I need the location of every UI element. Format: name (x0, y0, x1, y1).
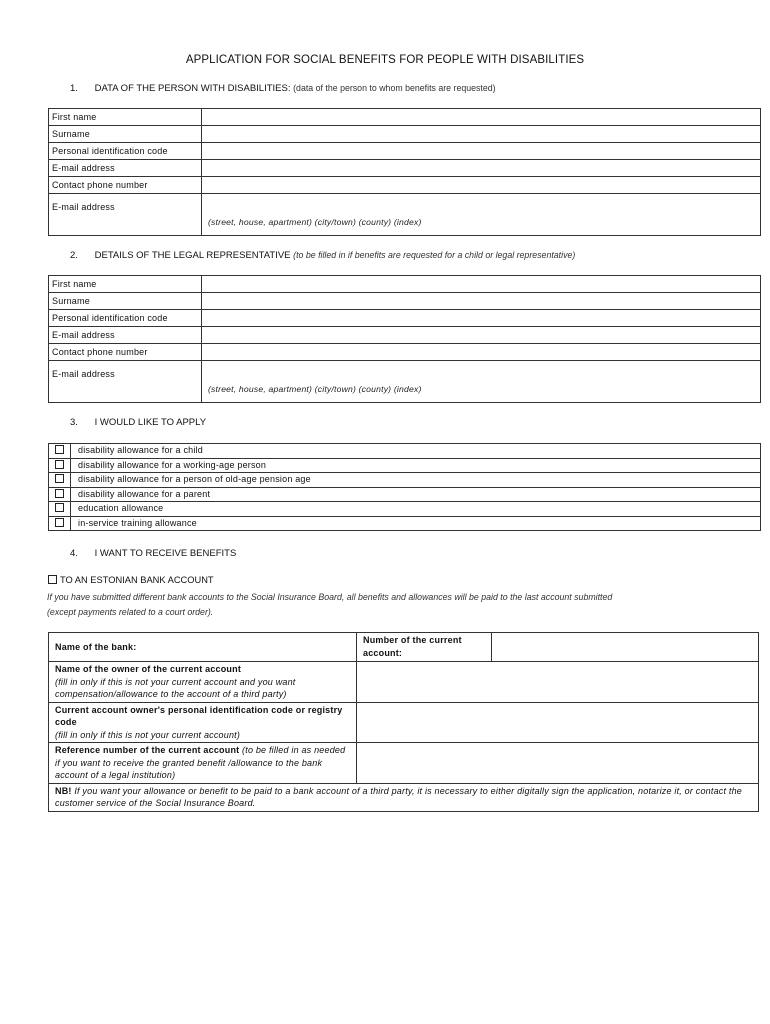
option-checkbox[interactable] (49, 473, 71, 488)
address-hint: (street, house, apartment) (city/town) (county) (index) (208, 217, 422, 227)
checkbox-icon (55, 503, 64, 512)
section-4-heading (70, 548, 236, 559)
section-3-heading (70, 417, 206, 428)
list-item (49, 502, 761, 517)
rep-personal-code-field[interactable] (202, 310, 761, 327)
section-3-number: 3. (70, 417, 78, 428)
table-row (49, 160, 761, 177)
phone-field[interactable] (202, 177, 761, 194)
rep-address-label: E-mail address (49, 361, 202, 403)
email-field[interactable] (202, 160, 761, 177)
address-field[interactable] (202, 194, 761, 236)
section-1-heading (70, 83, 496, 94)
rep-first-name-field[interactable] (202, 276, 761, 293)
bank-note-line-2: (except payments related to a court order). (47, 607, 214, 617)
rep-address-field[interactable] (202, 361, 761, 403)
checkbox-icon (55, 445, 64, 454)
email-label: E-mail address (49, 160, 202, 177)
option-label: disability allowance for a person of old-age pension age (71, 473, 761, 488)
section-1-number: 1. (70, 83, 78, 94)
bank-note-line-1: If you have submitted different bank accounts to the Social Insurance Board, all benefits and allowances will be paid to the last account submitted (47, 592, 613, 602)
table-row (49, 126, 761, 143)
table-row (49, 327, 761, 344)
nb-text: If you want your allowance or benefit to be paid to a bank account of a third party, it is necessary to either digitally sign the application, notarize it, or contact the customer service of the Social Insurance Board. (55, 785, 743, 808)
option-label: disability allowance for a child (71, 444, 761, 459)
rep-phone-field[interactable] (202, 344, 761, 361)
table-row (49, 143, 761, 160)
table-row (49, 177, 761, 194)
list-item (49, 516, 761, 531)
section-4-number: 4. (70, 548, 78, 559)
reference-label: Reference number of the current account (55, 745, 240, 755)
benefit-options-table (48, 443, 761, 531)
checkbox-icon (55, 474, 64, 483)
option-checkbox[interactable] (49, 458, 71, 473)
checkbox-icon (55, 489, 64, 498)
option-label: in-service training allowance (71, 516, 761, 531)
owner-code-hint: (fill in only if this is not your current account) (55, 729, 241, 740)
owner-name-label: Name of the owner of the current account (55, 664, 242, 674)
option-label: disability allowance for a working-age person (71, 458, 761, 473)
account-number-label: Number of the current account: (357, 633, 492, 662)
account-number-field[interactable] (492, 633, 759, 662)
rep-surname-field[interactable] (202, 293, 761, 310)
reference-cell (49, 743, 357, 784)
legal-representative-table (48, 275, 761, 403)
table-row (49, 743, 759, 784)
bank-account-option-label: TO AN ESTONIAN BANK ACCOUNT (60, 575, 214, 585)
section-3-title: I WOULD LIKE TO APPLY (94, 417, 207, 428)
person-data-table (48, 108, 761, 236)
bank-name-label: Name of the bank: (55, 641, 137, 652)
owner-name-hint: (fill in only if this is not your current account and you want compensation/allowance to the account of a third party) (55, 676, 296, 699)
rep-first-name-label: First name (49, 276, 202, 293)
table-row (49, 361, 761, 403)
section-4-title: I WANT TO RECEIVE BENEFITS (94, 548, 237, 559)
rep-personal-code-label: Personal identification code (49, 310, 202, 327)
surname-label: Surname (49, 126, 202, 143)
nb-cell (49, 783, 759, 811)
section-1-title: DATA OF THE PERSON WITH DISABILITIES: (94, 83, 291, 94)
table-row (49, 276, 761, 293)
section-2-heading (70, 250, 575, 261)
option-label: education allowance (71, 502, 761, 517)
phone-label: Contact phone number (49, 177, 202, 194)
owner-code-label: Current account owner's personal identification code or registry code (55, 704, 343, 727)
bank-details-table (48, 632, 759, 812)
personal-code-label: Personal identification code (49, 143, 202, 160)
option-checkbox[interactable] (49, 444, 71, 459)
checkbox-icon (55, 518, 64, 527)
section-1-note: (data of the person to whom benefits are requested) (293, 83, 496, 93)
owner-name-field[interactable] (357, 662, 759, 703)
table-row (49, 109, 761, 126)
owner-code-cell (49, 702, 357, 743)
bank-name-cell[interactable] (49, 633, 357, 662)
checkbox-icon (48, 575, 57, 584)
option-label: disability allowance for a parent (71, 487, 761, 502)
table-row (49, 783, 759, 811)
address-label: E-mail address (49, 194, 202, 236)
rep-email-label: E-mail address (49, 327, 202, 344)
owner-code-field[interactable] (357, 702, 759, 743)
reference-hint: (to be filled in as needed if you want to receive the granted benefit /allowance to the bank account of a legal institution) (55, 745, 346, 780)
table-row (49, 344, 761, 361)
table-row (49, 633, 759, 662)
list-item (49, 473, 761, 488)
bank-note (47, 590, 757, 620)
table-row (49, 662, 759, 703)
surname-field[interactable] (202, 126, 761, 143)
section-2-note: (to be filled in if benefits are requested for a child or legal representative) (293, 250, 576, 260)
option-checkbox[interactable] (49, 502, 71, 517)
reference-field[interactable] (357, 743, 759, 784)
page-title: APPLICATION FOR SOCIAL BENEFITS FOR PEOPLE WITH DISABILITIES (185, 54, 585, 66)
nb-label: NB! (55, 785, 72, 796)
list-item (49, 458, 761, 473)
rep-phone-label: Contact phone number (49, 344, 202, 361)
table-row (49, 194, 761, 236)
rep-address-hint: (street, house, apartment) (city/town) (county) (index) (208, 384, 422, 394)
section-2-number: 2. (70, 250, 78, 261)
list-item (49, 487, 761, 502)
section-2-title: DETAILS OF THE LEGAL REPRESENTATIVE (94, 250, 291, 261)
rep-surname-label: Surname (49, 293, 202, 310)
first-name-field[interactable] (202, 109, 761, 126)
table-row (49, 702, 759, 743)
option-checkbox[interactable] (49, 516, 71, 531)
first-name-label: First name (49, 109, 202, 126)
owner-name-cell (49, 662, 357, 703)
table-row (49, 293, 761, 310)
list-item (49, 444, 761, 459)
table-row (49, 310, 761, 327)
option-checkbox[interactable] (49, 487, 71, 502)
personal-code-field[interactable] (202, 143, 761, 160)
bank-account-option[interactable] (48, 575, 214, 585)
rep-email-field[interactable] (202, 327, 761, 344)
checkbox-icon (55, 460, 64, 469)
